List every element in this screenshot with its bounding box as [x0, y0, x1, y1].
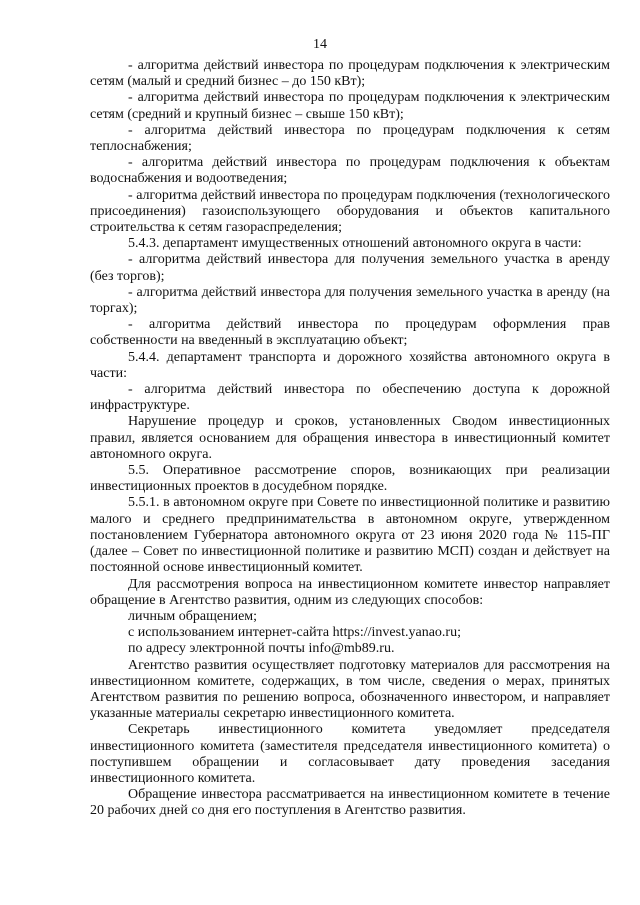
- paragraph-method-website: с использованием интернет-сайта https://invest.yanao.ru;: [128, 625, 461, 641]
- paragraph-violation: Нарушение процедур и сроков, установленных Сводом инвестиционных правил, является основанием для обращения инвестора в инвестиционный комитет автономного округа.: [90, 414, 610, 462]
- paragraph-review-term: Обращение инвестора рассматривается на инвестиционном комитете в течение 20 рабочих дней со дня его поступления в Агентство развития.: [90, 787, 610, 819]
- page-number: 14: [313, 37, 327, 52]
- paragraph-algorithm-water: - алгоритма действий инвестора по процедурам подключения к объектам водоснабжения и водоотведения;: [90, 155, 610, 187]
- paragraph-algorithm-gas: - алгоритма действий инвестора по процедурам подключения (технологического присоединения) газоиспользующего оборудования и объектов капитального строительства к сетям газораспределения;: [90, 187, 610, 236]
- paragraph-agency-preparation: Агентство развития осуществляет подготовку материалов для рассмотрения на инвестиционном комитете, содержащих, в том числе, сведения о мерах, принятых Агентством развития по решению вопроса, обозначенного инвестором, и направляет указанные материалы секретарю инвестиционного комитета.: [90, 657, 610, 722]
- paragraph-algorithm-land-no-auction: - алгоритма действий инвестора для получения земельного участка в аренду (без торгов);: [90, 252, 610, 284]
- paragraph-algorithm-electric-small: - алгоритма действий инвестора по процедурам подключения к электрическим сетям (малый и средний бизнес – до 150 кВт);: [90, 58, 610, 90]
- paragraph-algorithm-road-access: - алгоритма действий инвестора по обеспечению доступа к дорожной инфраструктуре.: [90, 382, 610, 414]
- paragraph-algorithm-heat: - алгоритма действий инвестора по процедурам подключения к сетям теплоснабжения;: [90, 122, 610, 155]
- paragraph-5-5-1: 5.5.1. в автономном округе при Совете по инвестиционной политике и развитию малого и среднего предпринимательства в автономном округе, утвержденном постановлением Губернатора автономного округа от 23 июня 2020 года № 115-ПГ (далее – Совет по инвестиционной политике и развитию МСП) создан и действует на постоянной основе инвестиционный комитет.: [90, 495, 610, 576]
- paragraph-appeal-methods: Для рассмотрения вопроса на инвестиционном комитете инвестор направляет обращение в Агентство развития, одним из следующих способов:: [90, 576, 610, 608]
- paragraph-algorithm-ownership: - алгоритма действий инвестора по процедурам оформления прав собственности на введенный в эксплуатацию объект;: [90, 317, 610, 349]
- paragraph-algorithm-land-auction: - алгоритма действий инвестора для получения земельного участка в аренду (на торгах);: [90, 284, 610, 317]
- paragraph-secretary: Секретарь инвестиционного комитета уведомляет председателя инвестиционного комитета (заместителя председателя инвестиционного комитета) о поступившем обращении и согласовывает дату проведения заседания инвестиционного комитета.: [90, 722, 610, 786]
- paragraph-method-email: по адресу электронной почты info@mb89.ru.: [128, 641, 395, 657]
- paragraph-5-5: 5.5. Оперативное рассмотрение споров, возникающих при реализации инвестиционных проектов в досудебном порядке.: [90, 463, 610, 495]
- paragraph-5-4-3: 5.4.3. департамент имущественных отношений автономного округа в части:: [128, 236, 582, 252]
- paragraph-method-personal: личным обращением;: [128, 608, 258, 624]
- paragraph-5-4-4: 5.4.4. департамент транспорта и дорожного хозяйства автономного округа в части:: [90, 349, 610, 381]
- document-body: [90, 58, 610, 820]
- paragraph-algorithm-electric-large: - алгоритма действий инвестора по процедурам подключения к электрическим сетям (средний и крупный бизнес – свыше 150 кВт);: [90, 90, 610, 122]
